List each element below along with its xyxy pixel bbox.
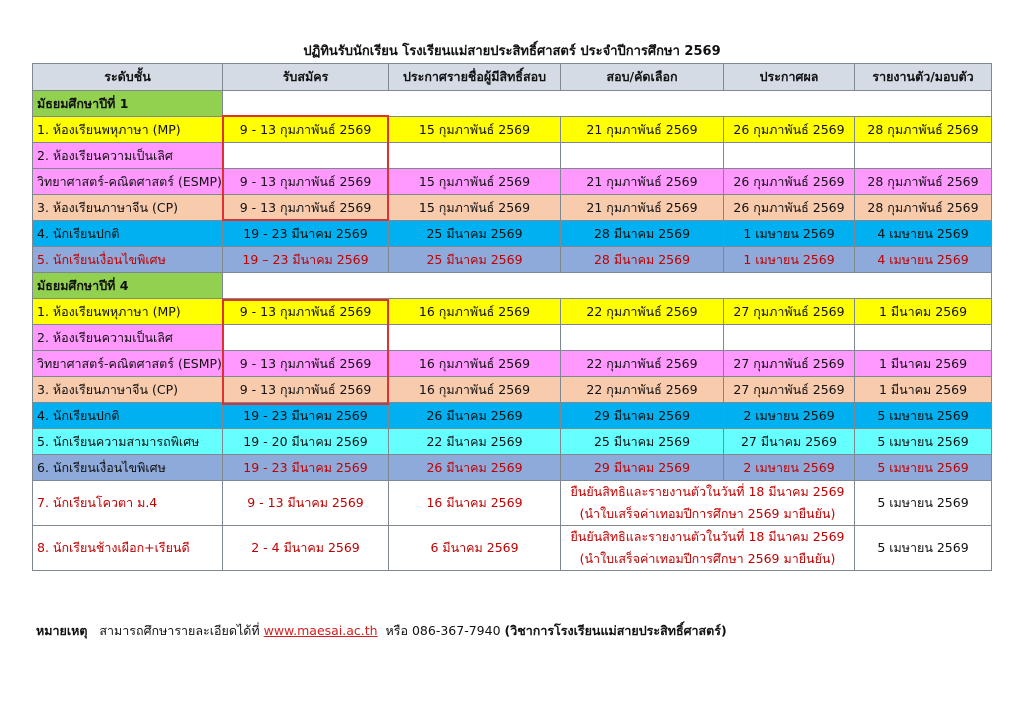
table-row: 7. นักเรียนโควตา ม.4 9 - 13 มีนาคม 2569 16 มีนาคม 2569 ยืนยันสิทธิและรายงานตัวในวันที่ 18 มีนาคม 2569 (นำใบเสร็จค่าเทอมปีการศึกษา 2569 มายืนยัน) 5 เมษายน 2569 [33, 481, 992, 526]
table-row: 3. ห้องเรียนภาษาจีน (CP) 9 - 13 กุมภาพันธ์ 2569 16 กุมภาพันธ์ 2569 22 กุมภาพันธ์ 2569 27 กุมภาพันธ์ 2569 1 มีนาคม 2569 [33, 377, 992, 403]
table-row: 5. นักเรียนความสามารถพิเศษ 19 - 20 มีนาคม 2569 22 มีนาคม 2569 25 มีนาคม 2569 27 มีนาคม 2569 5 เมษายน 2569 [33, 429, 992, 455]
header-exam: สอบ/คัดเลือก [561, 64, 724, 91]
confirm-note-cell: ยืนยันสิทธิและรายงานตัวในวันที่ 18 มีนาคม 2569 (นำใบเสร็จค่าเทอมปีการศึกษา 2569 มายืนยัน) [561, 481, 855, 526]
page-title: ปฏิทินรับนักเรียน โรงเรียนแม่สายประสิทธิ์ศาสตร์ ประจำปีการศึกษา 2569 [303, 44, 721, 59]
table-row: 1. ห้องเรียนพหุภาษา (MP) 9 - 13 กุมภาพันธ์ 2569 16 กุมภาพันธ์ 2569 22 กุมภาพันธ์ 2569 27 กุมภาพันธ์ 2569 1 มีนาคม 2569 [33, 299, 992, 325]
footer-note [36, 621, 727, 641]
table-row: วิทยาศาสตร์-คณิตศาสตร์ (ESMP) 9 - 13 กุมภาพันธ์ 2569 16 กุมภาพันธ์ 2569 22 กุมภาพันธ์ 2569 27 กุมภาพันธ์ 2569 1 มีนาคม 2569 [33, 351, 992, 377]
table-row: วิทยาศาสตร์-คณิตศาสตร์ (ESMP) 9 - 13 กุมภาพันธ์ 2569 15 กุมภาพันธ์ 2569 21 กุมภาพันธ์ 2569 26 กุมภาพันธ์ 2569 28 กุมภาพันธ์ 2569 [33, 169, 992, 195]
table-row: 1. ห้องเรียนพหุภาษา (MP) 9 - 13 กุมภาพันธ์ 2569 15 กุมภาพันธ์ 2569 21 กุมภาพันธ์ 2569 26 กุมภาพันธ์ 2569 28 กุมภาพันธ์ 2569 [33, 117, 992, 143]
table-row: 6. นักเรียนเงื่อนไขพิเศษ 19 - 23 มีนาคม 2569 26 มีนาคม 2569 29 มีนาคม 2569 2 เมษายน 2569 5 เมษายน 2569 [33, 455, 992, 481]
section-m4 [33, 273, 992, 299]
table-header-row [33, 64, 992, 91]
note-contact: (วิชาการโรงเรียนแม่สายประสิทธิ์ศาสตร์) [504, 623, 727, 638]
admission-calendar-table [32, 63, 992, 571]
section-label: มัธยมศึกษาปีที่ 1 [33, 91, 223, 117]
header-report: รายงานตัว/มอบตัว [855, 64, 992, 91]
table-row: 4. นักเรียนปกติ 19 - 23 มีนาคม 2569 25 มีนาคม 2569 28 มีนาคม 2569 1 เมษายน 2569 4 เมษายน 2569 [33, 221, 992, 247]
header-level: ระดับชั้น [33, 64, 223, 91]
note-text: สามารถศึกษารายละเอียดได้ที่ [99, 623, 260, 638]
note-label: หมายเหตุ [36, 623, 88, 638]
table-row: 8. นักเรียนช้างเผือก+เรียนดี 2 - 4 มีนาคม 2569 6 มีนาคม 2569 ยืนยันสิทธิและรายงานตัวในวันที่ 18 มีนาคม 2569 (นำใบเสร็จค่าเทอมปีการศึกษา 2569 มายืนยัน) 5 เมษายน 2569 [33, 526, 992, 571]
header-eligible-list: ประกาศรายชื่อผู้มีสิทธิ์สอบ [389, 64, 561, 91]
section-m1 [33, 91, 992, 117]
header-apply: รับสมัคร [223, 64, 389, 91]
school-website-link[interactable]: www.maesai.ac.th [263, 623, 378, 638]
section-label: มัธยมศึกษาปีที่ 4 [33, 273, 223, 299]
table-row: 2. ห้องเรียนความเป็นเลิศ [33, 143, 992, 169]
table-row: 2. ห้องเรียนความเป็นเลิศ [33, 325, 992, 351]
header-results: ประกาศผล [724, 64, 855, 91]
note-phone: หรือ 086-367-7940 [385, 623, 501, 638]
table-row: 5. นักเรียนเงื่อนไขพิเศษ 19 – 23 มีนาคม 2569 25 มีนาคม 2569 28 มีนาคม 2569 1 เมษายน 2569 4 เมษายน 2569 [33, 247, 992, 273]
table-row: 4. นักเรียนปกติ 19 - 23 มีนาคม 2569 26 มีนาคม 2569 29 มีนาคม 2569 2 เมษายน 2569 5 เมษายน 2569 [33, 403, 992, 429]
confirm-note-cell: ยืนยันสิทธิและรายงานตัวในวันที่ 18 มีนาคม 2569 (นำใบเสร็จค่าเทอมปีการศึกษา 2569 มายืนยัน) [561, 526, 855, 571]
table-row: 3. ห้องเรียนภาษาจีน (CP) 9 - 13 กุมภาพันธ์ 2569 15 กุมภาพันธ์ 2569 21 กุมภาพันธ์ 2569 26 กุมภาพันธ์ 2569 28 กุมภาพันธ์ 2569 [33, 195, 992, 221]
